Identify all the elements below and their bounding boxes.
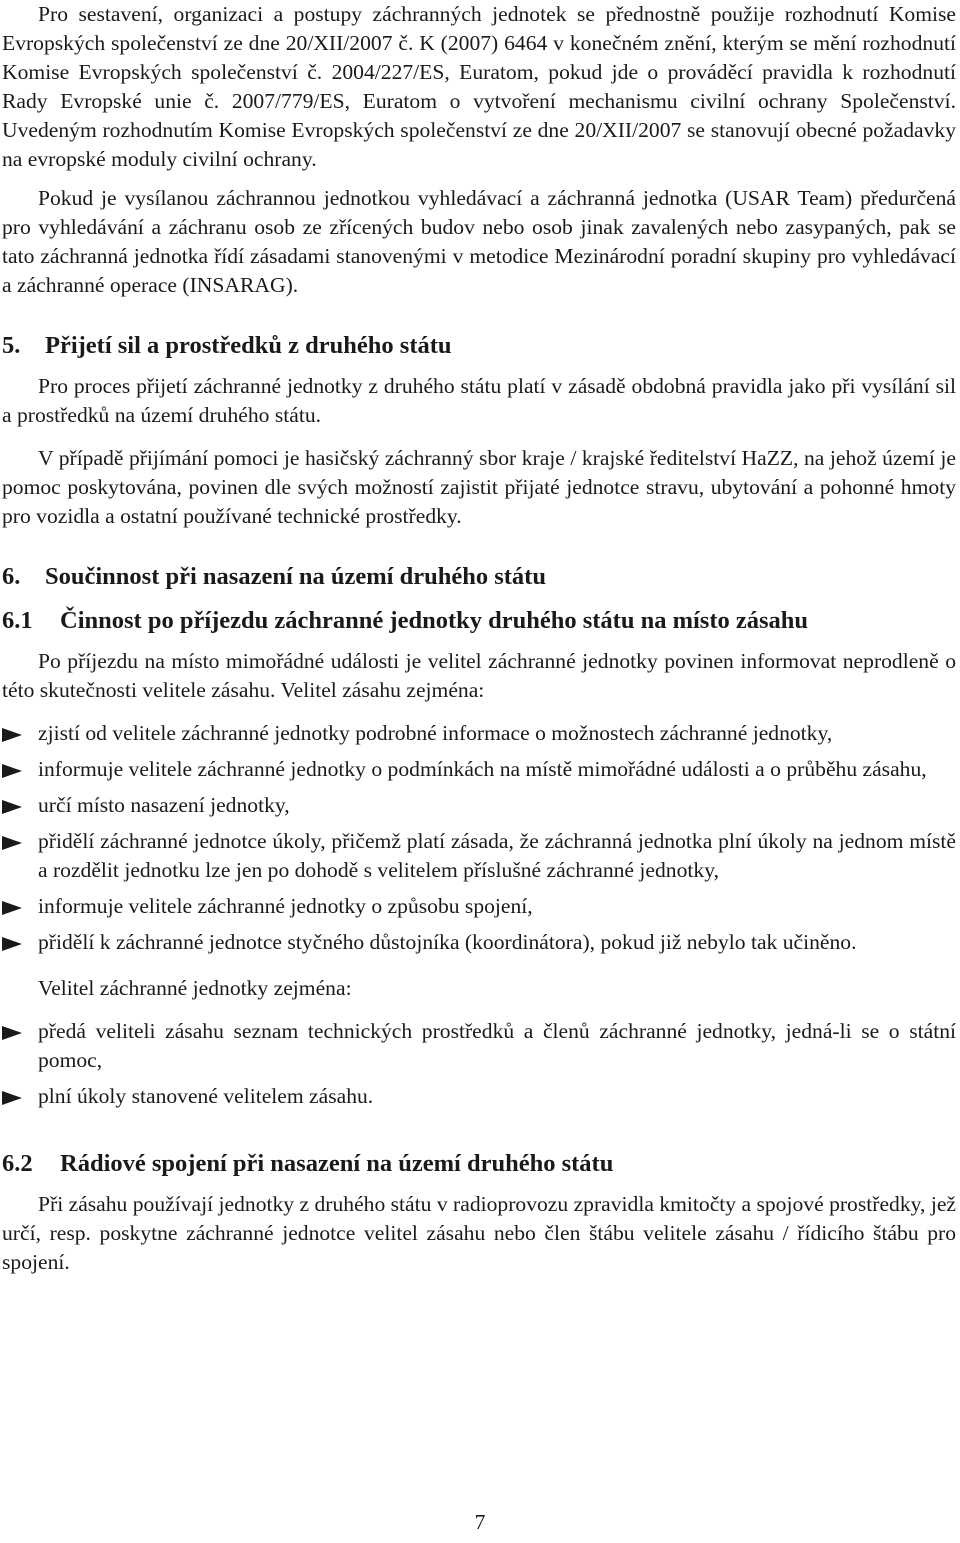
arrow-bullet-icon [2,1091,22,1105]
section-6-1-number: 6.1 [2,607,33,634]
paragraph-section-6-2: Při zásahu používají jednotky z druhého státu v radioprovozu zpravidla kmitočty a spojové prostředky, jež určí, resp. poskytne záchranné jednotce velitel zásahu nebo člen štábu velitele zásahu / řídicího štábu pro spojení. [2,1192,956,1274]
list-item: zjistí od velitele záchranné jednotky podrobné informace o možnostech záchranné jednotky, [2,719,956,748]
list-item: přidělí záchranné jednotce úkoly, přičemž platí zásada, že záchranná jednotka plní úkoly na jednom místě a rozdělit jednotku lze jen po dohodě s velitelem příslušné záchranné jednotky, [2,827,956,885]
arrow-bullet-icon [2,800,22,814]
arrow-bullet-icon [2,728,22,742]
paragraph-usar-team: Pokud je vysílanou záchrannou jednotkou vyhledávací a záchranná jednotka (USAR Team) předurčená pro vyhledávání a záchranu osob ze zřícených budov nebo osob jinak zavalených nebo zasypaných, pak se tato záchranná jednotka řídí zásadami stanovenými v metodice Mezinárodní poradní skupiny pro vyhledávací a záchranné operace (INSARAG). [2,186,956,297]
section-5-title: Přijetí sil a prostředků z druhého státu [45,332,452,359]
arrow-bullet-icon [2,1026,22,1040]
list-item: informuje velitele záchranné jednotky o způsobu spojení, [2,892,956,921]
list-item: předá veliteli zásahu seznam technických prostředků a členů záchranné jednotky, jedná-li se o státní pomoc, [2,1017,956,1075]
section-6-1-heading [2,605,956,637]
section-6-number: 6. [2,563,21,590]
unit-commander-duties-list [2,1017,956,1111]
section-5-number: 5. [2,332,21,359]
paragraph-section-5-2: V případě přijímání pomoci je hasičský záchranný sbor kraje / krajské ředitelství HaZZ, na jehož území je pomoc poskytována, povinen dle svých možností zajistit přijaté jednotce stravu, ubytování a pohonné hmoty pro vozidla a ostatní používané technické prostředky. [2,446,956,528]
list-item: informuje velitele záchranné jednotky o podmínkách na místě mimořádné události a o průběhu zásahu, [2,755,956,784]
page-number: 7 [474,1510,486,1534]
paragraph-unit-commander: Velitel záchranné jednotky zejména: [38,976,352,1000]
list-item: plní úkoly stanovené velitelem zásahu. [2,1082,956,1111]
section-6-heading [2,561,956,593]
arrow-bullet-icon [2,901,22,915]
paragraph-section-6-1-intro: Po příjezdu na místo mimořádné události je velitel záchranné jednotky povinen informovat neprodleně o této skutečnosti velitele zásahu. Velitel zásahu zejména: [2,649,956,702]
list-item: přidělí k záchranné jednotce styčného důstojníka (koordinátora), pokud již nebylo tak učiněno. [2,928,956,957]
paragraph-section-5-1: Pro proces přijetí záchranné jednotky z druhého státu platí v zásadě obdobná pravidla jako při vysílání sil a prostředků na území druhého státu. [2,374,956,427]
list-item: určí místo nasazení jednotky, [2,791,956,820]
page-content [2,0,956,1277]
section-6-2-number: 6.2 [2,1150,33,1177]
arrow-bullet-icon [2,937,22,951]
section-6-2-title: Rádiové spojení při nasazení na území druhého státu [60,1150,614,1177]
section-5-heading [2,330,956,362]
section-6-1-title: Činnost po příjezdu záchranné jednotky druhého státu na místo zásahu [60,607,809,634]
section-6-2-heading [2,1148,956,1180]
section-6-title: Součinnost při nasazení na území druhého státu [45,563,546,590]
arrow-bullet-icon [2,764,22,778]
arrow-bullet-icon [2,836,22,850]
paragraph-eu-decision: Pro sestavení, organizaci a postupy záchranných jednotek se přednostně použije rozhodnutí Komise Evropských společenství ze dne 20/XII/2007 č. K (2007) 6464 v konečném znění, kterým se mění rozhodnutí Komise Evropských společenství č. 2004/227/ES, Euratom, pokud jde o prováděcí pravidla k rozhodnutí Rady Evropské unie č. 2007/779/ES, Euratom o vytvoření mechanismu civilní ochrany Společenství. Uvedeným rozhodnutím Komise Evropských společenství ze dne 20/XII/2007 se stanovují obecné požadavky na evropské moduly civilní ochrany. [2,2,956,171]
commander-duties-list [2,719,956,957]
